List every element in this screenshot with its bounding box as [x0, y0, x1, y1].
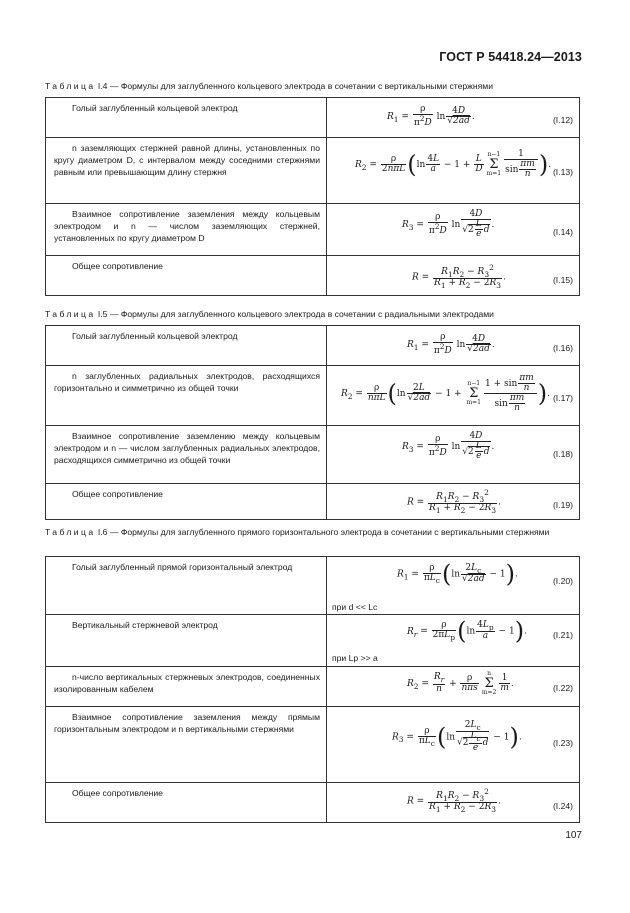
table-row: [46, 204, 580, 256]
formula-condition: при Lp >> a: [332, 653, 378, 663]
formula: $R_2$ = $\frac{R_r}{n}$ + $\frac{\rho}{\text{nπs}}$ n Σ m=2 $\frac{1}{m}$ .: [407, 670, 514, 696]
formula: R = $\frac{R_1R_2 - R_3^2}{R_1 + R_2 - 2R_3}$ .: [412, 263, 506, 291]
row-description: Голый заглубленный кольцевой электрод: [46, 98, 327, 138]
formula-cell: [327, 667, 580, 707]
formula-cell: [327, 615, 580, 667]
row-description: n-число вертикальных стержневых электродов, соединенных изолированным кабелем: [46, 667, 327, 707]
formula-cell: [327, 707, 580, 783]
caption-text: — Формулы для заглубленного кольцевого электрода в сочетании с вертикальными стержнями: [109, 81, 494, 91]
formula-number: (I.20): [552, 576, 573, 586]
table-row: [46, 667, 580, 707]
caption-label: Таблица: [45, 309, 96, 319]
formula: $R_3$ = $\frac{\rho}{\pi^2D}$ ln 4D √2 $\frac{L}{e}$ d .: [402, 209, 495, 239]
table-i5: [45, 325, 580, 520]
table-caption-i5: [45, 308, 585, 320]
caption-text: — Формулы для заглубленного прямого горизонтального электрода в сочетании с вертикальными стержнями: [109, 527, 550, 537]
formula-number: (I.17): [552, 393, 573, 403]
caption-number: I.4: [97, 81, 108, 91]
formula-number: (I.24): [552, 801, 573, 811]
caption-number: I.5: [97, 309, 108, 319]
formula: R = $\frac{R_1R_2 - R_3^2}{R_1 + R_2 - 2R_3}$ .: [407, 787, 501, 815]
standard-header: ГОСТ Р 54418.24—2013: [439, 50, 582, 64]
table-i4: [45, 97, 580, 296]
formula-number: (I.21): [552, 630, 573, 640]
formula: $R_1$ = $\frac{\rho}{\pi^2D}$ ln $\frac{4D}{√2ad}$ .: [407, 332, 495, 356]
row-description: Взаимное сопротивление заземления между кольцевым электродом и n — числом заземляющих стержней, установленных по кругу диаметром D: [46, 204, 327, 256]
table-row: [46, 366, 580, 426]
formula-cell: [327, 366, 580, 426]
formula-cell: [327, 256, 580, 296]
table-row: [46, 557, 580, 615]
formula-cell: [327, 783, 580, 823]
table-caption-i4: [45, 80, 585, 92]
row-description: Общее сопротивление: [46, 256, 327, 296]
formula-number: (I.23): [552, 738, 573, 748]
table-row: [46, 615, 580, 667]
table-row: [46, 98, 580, 138]
caption-label: Таблица: [45, 527, 96, 537]
table-i6: [45, 556, 580, 823]
caption-text: — Формулы для заглубленного кольцевого электрода в сочетании с радиальными электродами: [109, 309, 494, 319]
formula: $R_1$ = $\frac{\rho}{\pi L_c}$ (ln $\frac{2L_c}{√2ad}$ − 1).: [397, 560, 518, 588]
table-row: [46, 783, 580, 823]
formula-cell: [327, 138, 580, 204]
formula: $R_r$ = $\frac{\rho}{2\pi L_p}$ (ln $\frac{4L_p}{a}$ − 1).: [407, 617, 527, 645]
formula-cell: [327, 426, 580, 484]
formula: R = $\frac{R_1R_2 - R_3^2}{R_1 + R_2 - 2R_3}$ .: [407, 488, 501, 516]
formula-cell: [327, 98, 580, 138]
row-description: Взаимное сопротивление заземления между прямым горизонтальным электродом и n вертикальными стержнями: [46, 707, 327, 783]
table-row: [46, 138, 580, 204]
formula-number: (I.14): [552, 227, 573, 237]
table-row: [46, 326, 580, 366]
formula: $R_2$ = $\frac{\rho}{\text{nπL}}$ (ln $\frac{2L}{√2ad}$ − 1 + n−1 Σ m=1 1 + sin $\frac{\pi m}{n}$ sin $\frac{\pi m}{n}$ ).: [341, 373, 551, 413]
table-row: [46, 426, 580, 484]
row-description: n заглубленных радиальных электродов, расходящихся горизонтально и симметрично из общей точки: [46, 366, 327, 426]
row-description: Общее сопротивление: [46, 484, 327, 520]
table-row: [46, 707, 580, 783]
row-description: Голый заглубленный прямой горизонтальный электрод: [46, 557, 327, 615]
formula-cell: [327, 204, 580, 256]
formula: $R_3$ = $\frac{\rho}{\pi^2D}$ ln 4D √2 $\frac{L}{e}$ d .: [402, 431, 495, 461]
formula-cell: [327, 326, 580, 366]
formula-cell: [327, 484, 580, 520]
table-row: [46, 484, 580, 520]
formula-number: (I.16): [552, 343, 573, 353]
row-description: n заземляющих стержней равной длины, установленных по кругу диаметром D, с интервалом между соседними стержнями равным или превышающим длину стержня: [46, 138, 327, 204]
caption-number: I.6: [97, 527, 108, 537]
row-description: Голый заглубленный кольцевой электрод: [46, 326, 327, 366]
formula-cell: [327, 557, 580, 615]
formula-number: (I.12): [552, 115, 573, 125]
page-number: 107: [565, 830, 582, 841]
formula: $R_2$ = $\frac{\rho}{\text{2nπL}}$ (ln $\frac{4L}{a}$ − 1 + $\frac{L}{D}$ n−1 Σ m=1 1 sin $\frac{\pi m}{n}$ ).: [355, 149, 552, 179]
formula-number: (I.13): [552, 167, 573, 177]
row-description: Вертикальный стержневой электрод: [46, 615, 327, 667]
formula: $R_3$ = $\frac{\rho}{\pi L_c}$ (ln $2L_c$ √2 $\frac{L_c}{e}$ d − 1).: [392, 720, 522, 753]
table-row: [46, 256, 580, 296]
caption-label: Таблица: [45, 81, 96, 91]
formula: $R_1$ = $\frac{\rho}{\pi^2D}$ ln $\frac{4D}{√2ad}$ .: [387, 104, 475, 128]
formula-number: (I.18): [552, 449, 573, 459]
formula-number: (I.19): [552, 500, 573, 510]
formula-number: (I.15): [552, 275, 573, 285]
table-caption-i6: [45, 526, 585, 538]
row-description: Общее сопротивление: [46, 783, 327, 823]
row-description: Взаимное сопротивление заземлению между кольцевым электродом и n — числом заглубленных радиальных электродов, расходящихся симметрично из общей точки: [46, 426, 327, 484]
formula-number: (I.22): [552, 683, 573, 693]
formula-condition: при d << Lc: [332, 602, 378, 612]
